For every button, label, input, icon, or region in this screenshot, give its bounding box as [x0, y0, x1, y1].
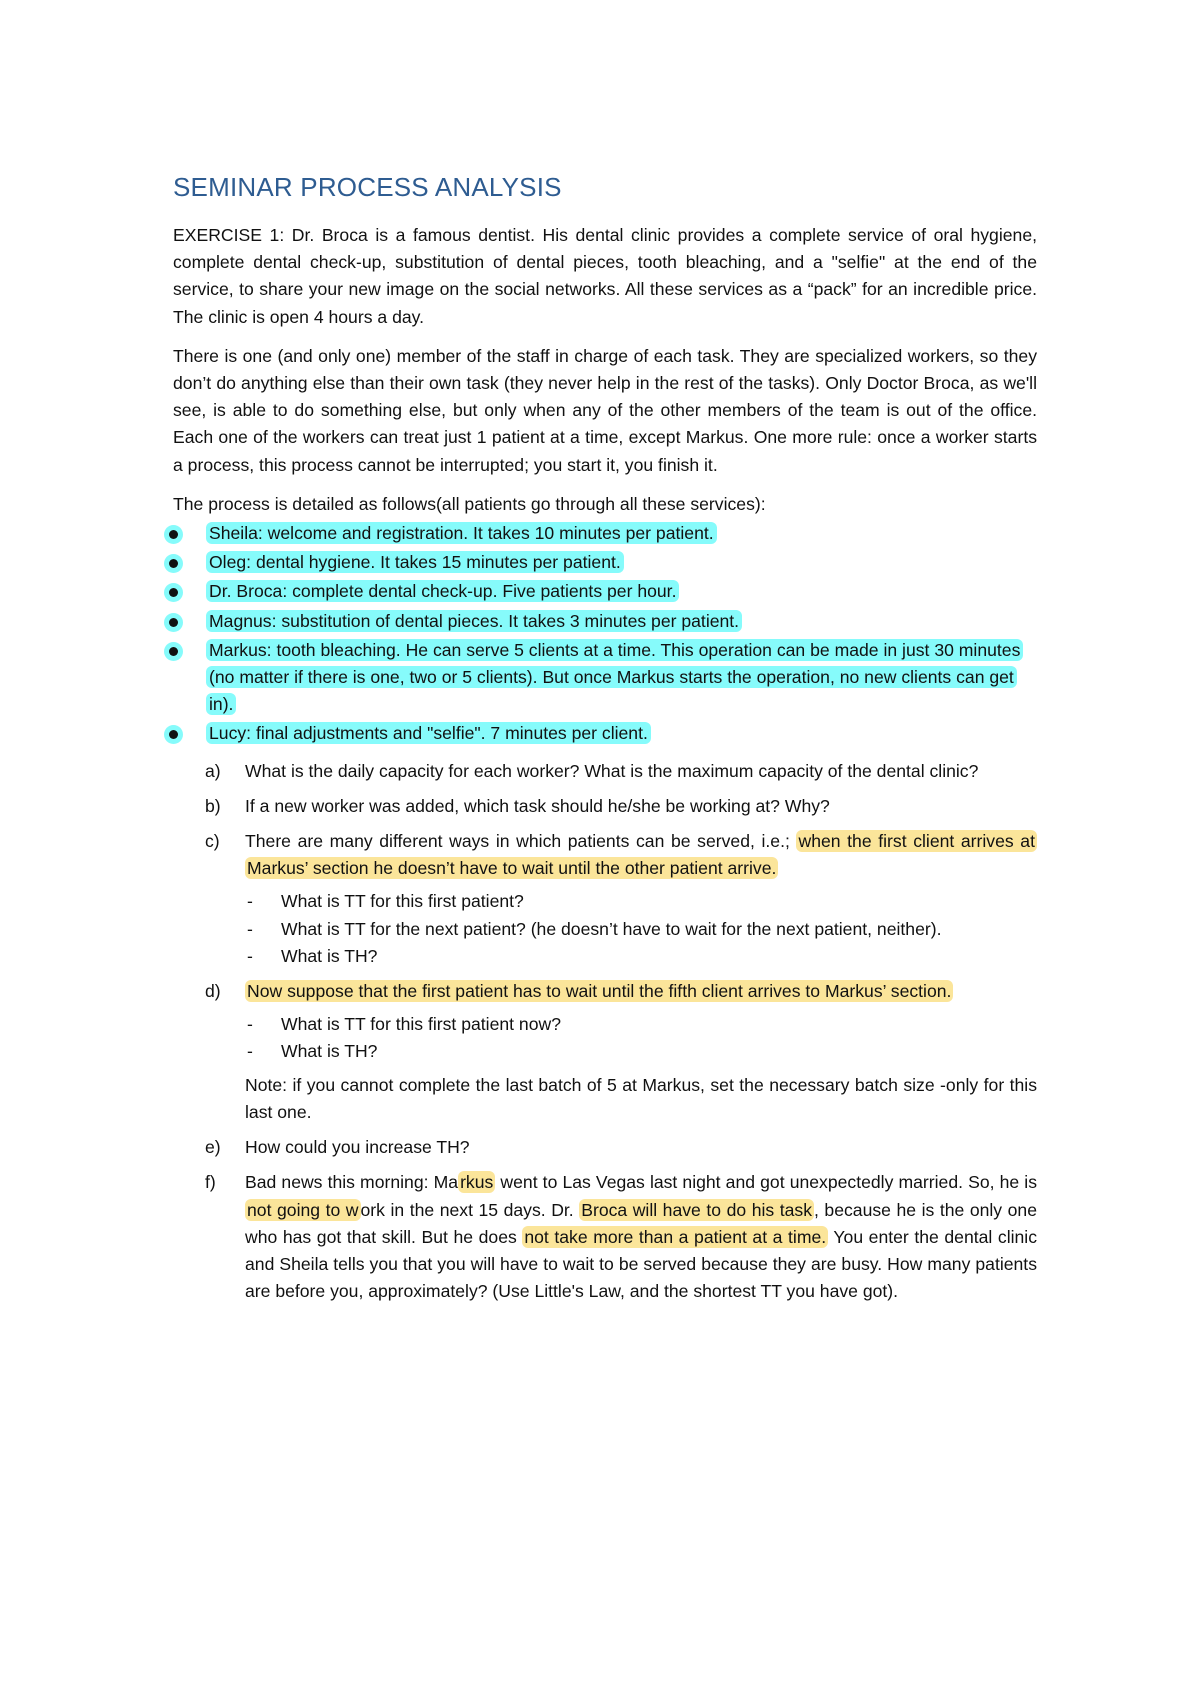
sub-question: - What is TH? [247, 1041, 378, 1062]
bullet-icon [169, 588, 178, 597]
question-text: There are many different ways in which patients can be served, i.e.; [245, 831, 797, 852]
highlighted-text: Broca will have to do his task [581, 1199, 812, 1220]
question-text: , because he is the only one who has got that skill. But he does [245, 1199, 1037, 1247]
question-d [205, 978, 1037, 1126]
document-content [173, 170, 1037, 1313]
question-label: c) [205, 831, 220, 852]
task-text: Lucy: final adjustments and "selfie". 7 minutes per client. [206, 722, 651, 744]
question-text: Bad news this morning: Ma [245, 1172, 459, 1193]
task-item-oleg [173, 549, 1037, 576]
task-item-sheila [173, 520, 1037, 547]
question-f [205, 1169, 1037, 1305]
task-text: Dr. Broca: complete dental check-up. Five patients per hour. [206, 580, 679, 602]
sub-question-text: What is TH? [281, 1041, 378, 1062]
bullet-icon [169, 618, 178, 627]
bullet-icon [169, 559, 178, 568]
task-list [173, 520, 1037, 748]
question-text: ork in the next 15 days. Dr. [360, 1199, 580, 1220]
intro-paragraph: EXERCISE 1: Dr. Broca is a famous dentist. His dental clinic provides a complete service of oral hygiene, complete dental check-up, substitution of dental pieces, tooth bleaching, and a "selfie" at the end of the service, to share your new image on the social networks. All these services as a “pack” for an incredible price. The clinic is open 4 hours a day. [173, 225, 1037, 327]
question-c [205, 828, 1037, 970]
sub-question-text: What is TH? [281, 945, 378, 966]
task-text: Markus: tooth bleaching. He can serve 5 clients at a time. This operation can be made in just 30 minutes (no matter if there is one, two or 5 clients). But once Markus starts the operation, no new clients can get in). [206, 639, 1023, 715]
highlighted-text: when the first client arrives at Markus’ section he doesn’t have to wait until the other patient arrive. [247, 831, 1035, 879]
task-text: Magnus: substitution of dental pieces. It takes 3 minutes per patient. [206, 610, 742, 632]
question-text: If a new worker was added, which task should he/she be working at? Why? [245, 795, 830, 816]
question-text: How could you increase TH? [245, 1137, 470, 1158]
question-e [205, 1134, 1037, 1161]
highlighted-text: not going to w [247, 1199, 359, 1220]
question-list [205, 758, 1037, 1306]
task-item-broca [173, 578, 1037, 605]
task-text: Oleg: dental hygiene. It takes 15 minutes per patient. [206, 551, 624, 573]
sub-question-text: What is TT for this first patient now? [281, 1014, 561, 1035]
bullet-icon [169, 730, 178, 739]
question-text: What is the daily capacity for each worker? What is the maximum capacity of the dental clinic? [245, 760, 979, 781]
question-label: e) [205, 1137, 221, 1158]
task-text: Sheila: welcome and registration. It takes 10 minutes per patient. [206, 522, 717, 544]
sub-question-list [245, 888, 1037, 970]
highlighted-text: not take more than a patient at a time. [524, 1226, 827, 1247]
question-label: b) [205, 795, 221, 816]
sub-question-text: What is TT for this first patient? [281, 891, 524, 912]
bullet-icon [169, 530, 178, 539]
note-text: Note: if you cannot complete the last batch of 5 at Markus, set the necessary batch size -only for this last one. [245, 1074, 1037, 1122]
question-text: went to Las Vegas last night and got unexpectedly married. So, he is [495, 1172, 1037, 1193]
bullet-icon [169, 647, 178, 656]
question-text: You enter the dental clinic and Sheila tells you that you will have to wait to be served because they are busy. How many patients are before you, approximately? (Use Little's Law, and the shortest TT you have got). [245, 1226, 1037, 1302]
question-b [205, 793, 1037, 820]
task-item-lucy [173, 720, 1037, 747]
question-label: d) [205, 981, 221, 1002]
staff-paragraph: There is one (and only one) member of the staff in charge of each task. They are specialized workers, so they don’t do anything else than their own task (they never help in the rest of the tasks). Only Doctor Broca, as we'll see, is able to do something else, but only when any of the other members of the team is out of the office. Each one of the workers can treat just 1 patient at a time, except Markus. One more rule: once a worker starts a process, this process cannot be interrupted; you start it, you finish it. [173, 345, 1037, 475]
highlighted-text: rkus [460, 1172, 494, 1193]
task-item-magnus [173, 608, 1037, 635]
process-intro: The process is detailed as follows(all patients go through all these services): [173, 493, 766, 514]
page-title: SEMINAR PROCESS ANALYSIS [173, 172, 562, 202]
question-label: f) [205, 1172, 216, 1193]
highlighted-text: Now suppose that the first patient has to wait until the fifth client arrives to Markus’ section. [247, 981, 952, 1002]
sub-question: - What is TT for this first patient? [247, 891, 524, 912]
sub-question: - What is TT for the next patient? (he doesn’t have to wait for the next patient, neither). [247, 918, 942, 939]
question-a [205, 758, 1037, 785]
question-label: a) [205, 760, 221, 781]
sub-question-list [245, 1011, 1037, 1065]
sub-question-text: What is TT for the next patient? (he doesn’t have to wait for the next patient, neither). [281, 918, 942, 939]
task-item-markus [173, 637, 1037, 719]
sub-question: - What is TH? [247, 945, 378, 966]
sub-question: - What is TT for this first patient now? [247, 1014, 561, 1035]
